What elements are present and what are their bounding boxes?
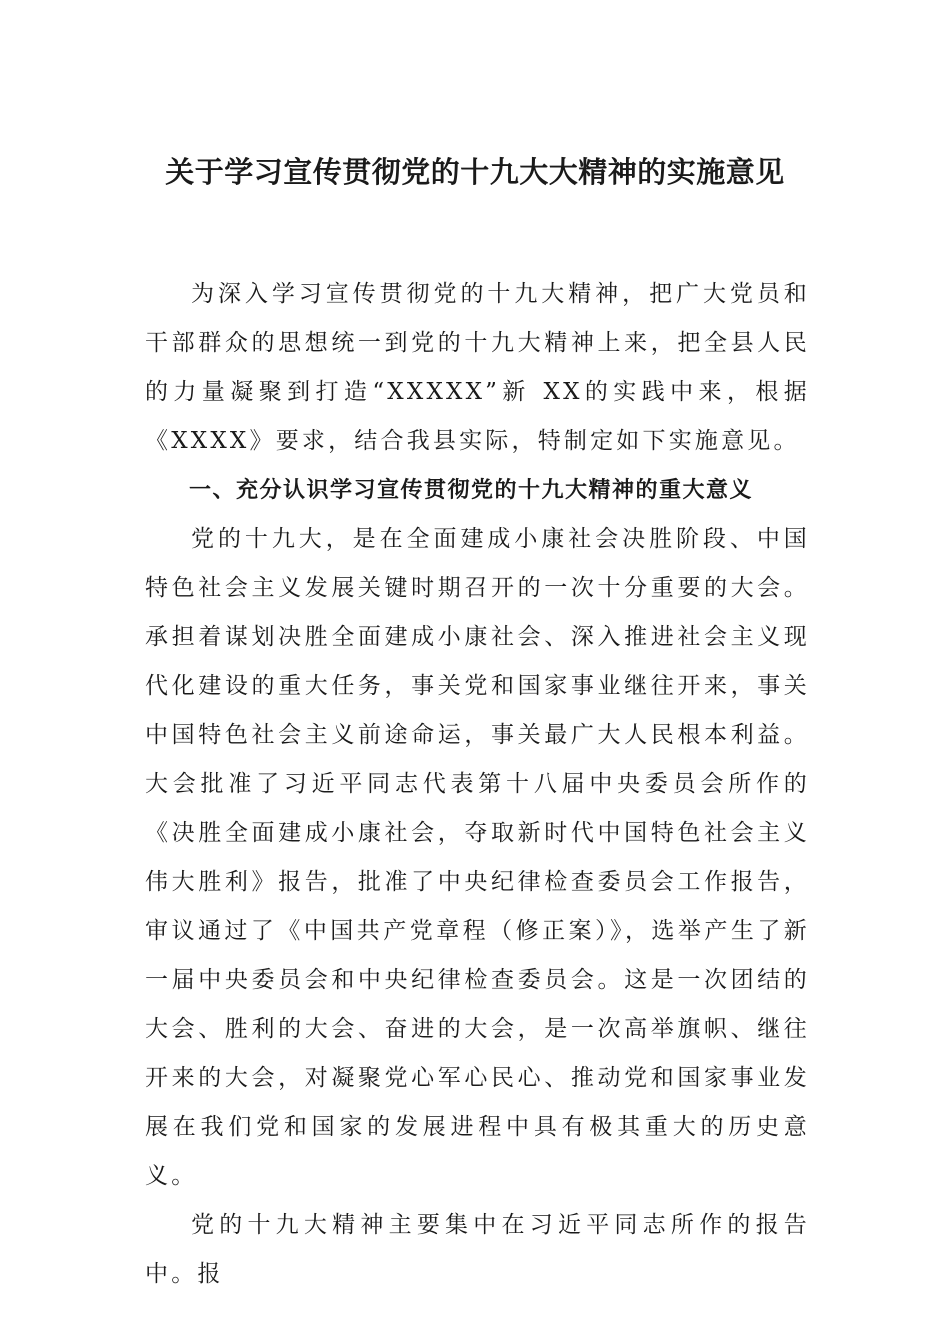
intro-paragraph: 为深入学习宣传贯彻党的十九大精神，把广大党员和干部群众的思想统一到党的十九大精神上来，把全县人民的力量凝聚到打造“XXXXX”新 XX的实践中来，根据《XXXX》要求，结合我县实际，特制定如下实施意见。 [145,281,810,454]
document-title: 关于学习宣传贯彻党的十九大大精神的实施意见 [165,155,785,189]
section-paragraph: 党的十九大，是在全面建成小康社会决胜阶段、中国特色社会主义发展关键时期召开的一次十分重要的大会。承担着谋划决胜全面建成小康社会、深入推进社会主义现代化建设的重大任务，事关党和国家事业继往开来，事关中国特色社会主义前途命运，事关最广大人民根本利益。大会批准了习近平同志代表第十八届中央委员会所作的《决胜全面建成小康社会，夺取新时代中国特色社会主义伟大胜利》报告，批准了中央纪律检查委员会工作报告，审议通过了《中国共产党章程（修正案）》，选举产生了新一届中央委员会和中央纪律检查委员会。这是一次团结的大会、胜利的大会、奋进的大会，是一次高举旗帜、继往开来的大会，对凝聚党心军心民心、推动党和国家事业发展在我们党和国家的发展进程中具有极其重大的历史意义。 [145,526,810,1189]
section-paragraph: 党的十九大精神主要集中在习近平同志所作的报告中。报 [145,1212,810,1287]
document-body [145,270,810,1299]
section-heading: 一、充分认识学习宣传贯彻党的十九大精神的重大意义 [189,478,754,503]
